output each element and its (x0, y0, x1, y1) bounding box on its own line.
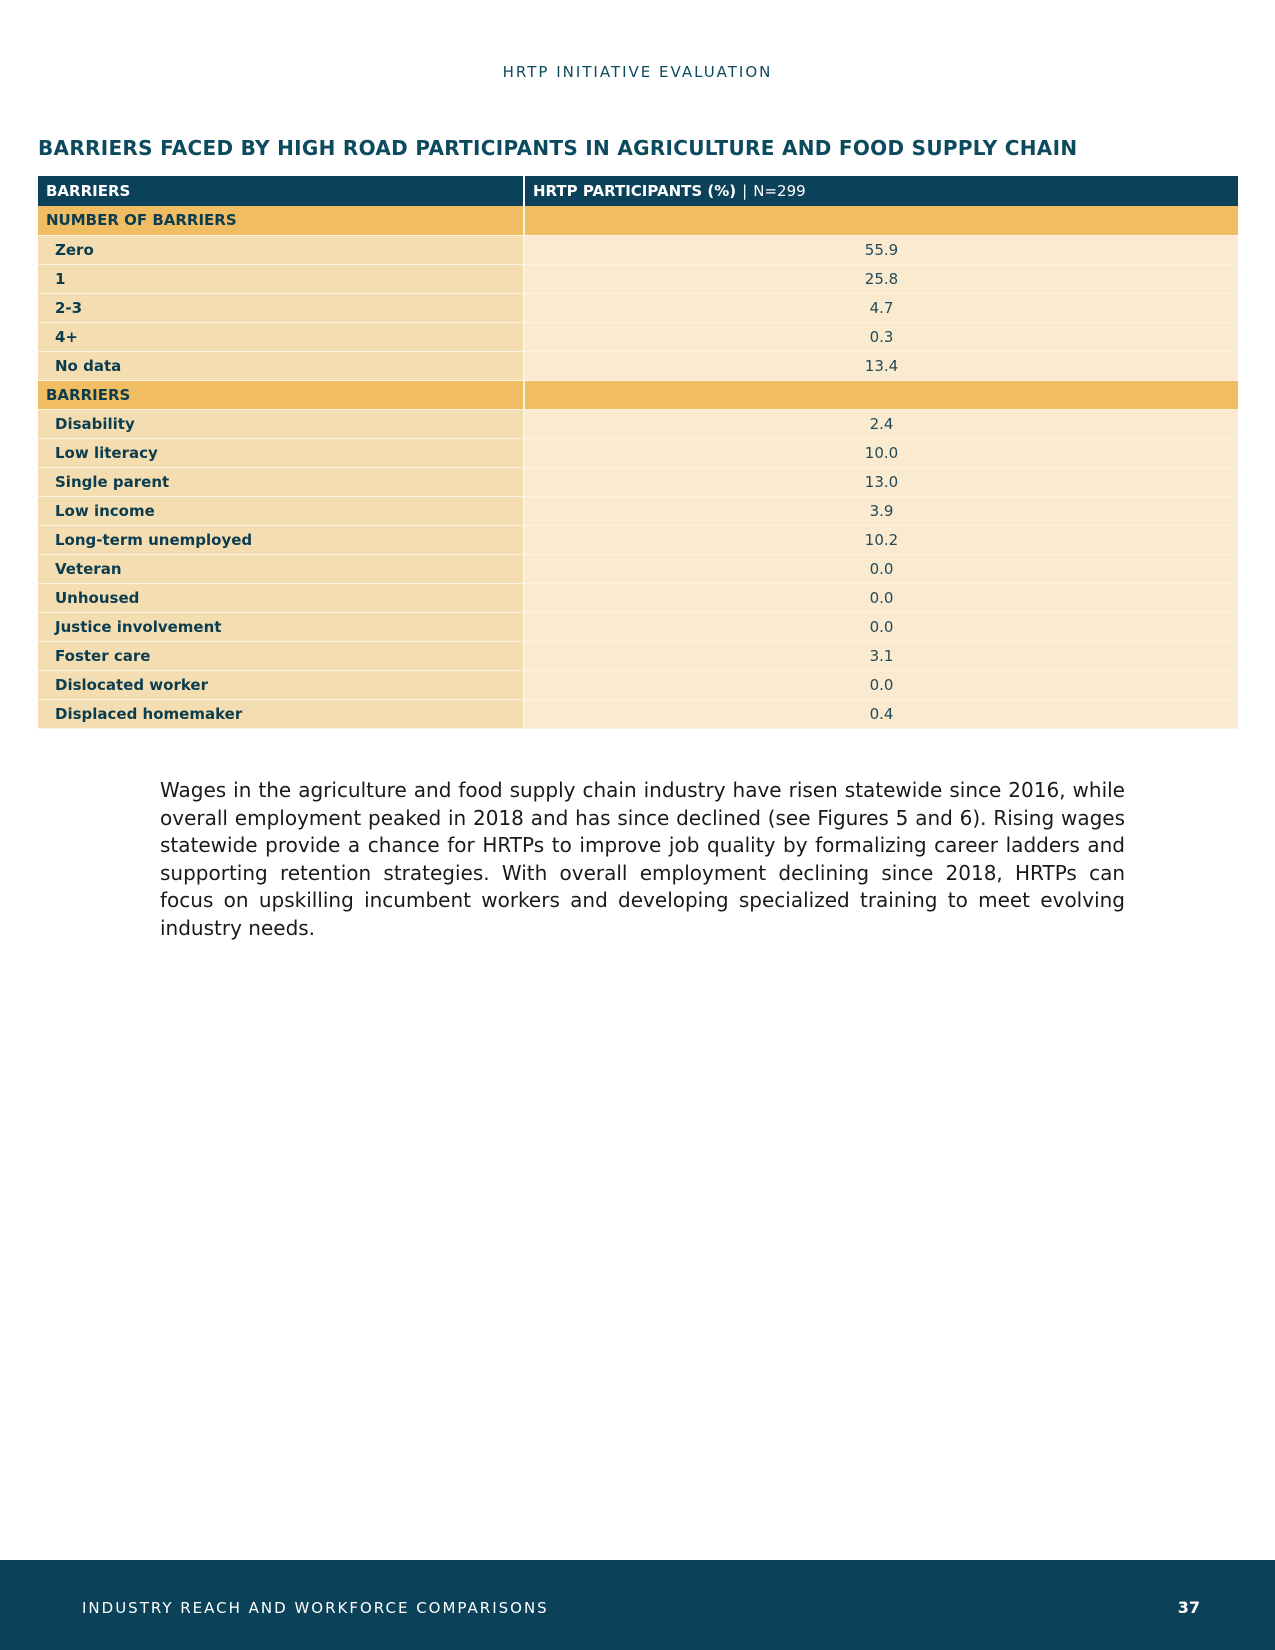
barriers-table (38, 176, 1238, 729)
percent-value: 25.8 (524, 264, 1238, 293)
percent-value: 13.4 (524, 351, 1238, 380)
section-header-row (38, 380, 1238, 409)
barrier-label: Unhoused (38, 583, 524, 612)
column-header-barriers: BARRIERS (38, 176, 524, 206)
table-row (38, 612, 1238, 641)
barrier-label: Low literacy (38, 438, 524, 467)
header-separator: | (742, 182, 748, 200)
footer-section-label: INDUSTRY REACH AND WORKFORCE COMPARISONS (82, 1599, 549, 1617)
percent-value: 10.0 (524, 438, 1238, 467)
percent-value: 0.3 (524, 322, 1238, 351)
percent-value: 3.1 (524, 641, 1238, 670)
percent-value: 0.0 (524, 612, 1238, 641)
running-header: HRTP INITIATIVE EVALUATION (502, 63, 773, 81)
section-header-row (38, 206, 1238, 235)
barrier-label: 4+ (38, 322, 524, 351)
barrier-label: Low income (38, 496, 524, 525)
barrier-label: Dislocated worker (38, 670, 524, 699)
percent-value: 3.9 (524, 496, 1238, 525)
section-label: BARRIERS (38, 380, 524, 409)
percent-value: 2.4 (524, 409, 1238, 438)
barrier-label: 2-3 (38, 293, 524, 322)
table-row (38, 583, 1238, 612)
barrier-label: Justice involvement (38, 612, 524, 641)
percent-value: 0.0 (524, 670, 1238, 699)
page-footer (0, 1560, 1275, 1650)
barrier-label: 1 (38, 264, 524, 293)
table-row (38, 699, 1238, 728)
column-header-participants (524, 176, 1238, 206)
page-number: 37 (1177, 1598, 1200, 1617)
section-empty-cell (524, 206, 1238, 235)
barrier-label: Long-term unemployed (38, 525, 524, 554)
table-title: BARRIERS FACED BY HIGH ROAD PARTICIPANTS IN AGRICULTURE AND FOOD SUPPLY CHAIN (38, 136, 1078, 160)
table-body (38, 206, 1238, 728)
table-row (38, 264, 1238, 293)
barrier-label: Foster care (38, 641, 524, 670)
percent-value: 10.2 (524, 525, 1238, 554)
participants-header-label: HRTP PARTICIPANTS (%) (533, 182, 737, 200)
percent-value: 0.4 (524, 699, 1238, 728)
barrier-label: Disability (38, 409, 524, 438)
table-row (38, 525, 1238, 554)
sample-size: N=299 (753, 182, 806, 200)
section-label: NUMBER OF BARRIERS (38, 206, 524, 235)
table-row (38, 670, 1238, 699)
percent-value: 4.7 (524, 293, 1238, 322)
percent-value: 0.0 (524, 554, 1238, 583)
table-row (38, 235, 1238, 264)
table-row (38, 322, 1238, 351)
table-row (38, 467, 1238, 496)
barrier-label: Displaced homemaker (38, 699, 524, 728)
body-paragraph: Wages in the agriculture and food supply chain industry have risen statewide since 2016, while overall employment peaked in 2018 and has since declined (see Figures 5 and 6). Rising wages statewide provide a chance for HRTPs to improve job quality by formalizing career ladders and supporting retention strategies. With overall employment declining since 2018, HRTPs can focus on upskilling incumbent workers and developing specialized training to meet evolving industry needs. (160, 778, 1125, 940)
section-empty-cell (524, 380, 1238, 409)
percent-value: 13.0 (524, 467, 1238, 496)
table-row (38, 351, 1238, 380)
table-row (38, 496, 1238, 525)
table-row (38, 554, 1238, 583)
barrier-label: No data (38, 351, 524, 380)
barrier-label: Veteran (38, 554, 524, 583)
percent-value: 55.9 (524, 235, 1238, 264)
barrier-label: Zero (38, 235, 524, 264)
table-row (38, 293, 1238, 322)
table-row (38, 409, 1238, 438)
table-row (38, 438, 1238, 467)
percent-value: 0.0 (524, 583, 1238, 612)
table-header-row (38, 176, 1238, 206)
barrier-label: Single parent (38, 467, 524, 496)
table-row (38, 641, 1238, 670)
